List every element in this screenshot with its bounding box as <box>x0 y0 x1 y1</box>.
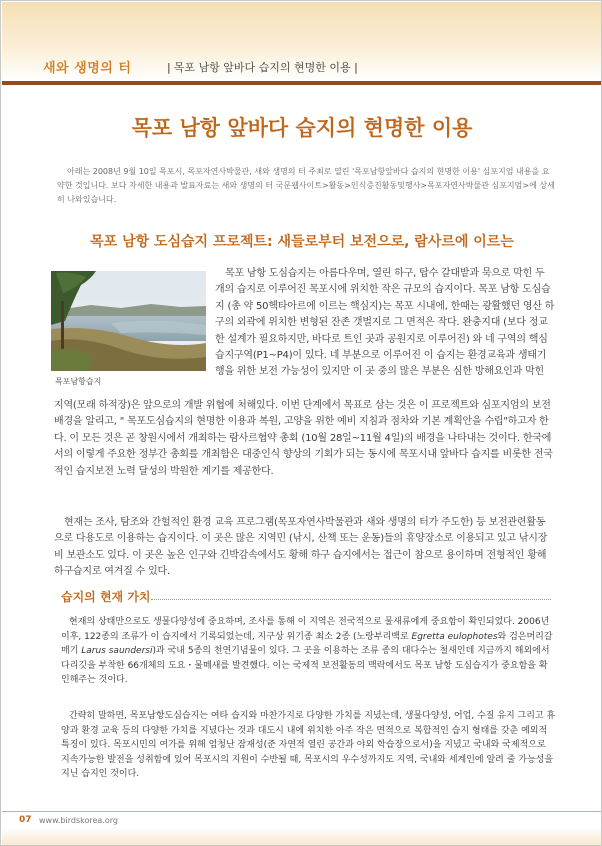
wetland-photo-image <box>51 271 206 371</box>
paragraph-1-continued: 지역(모래 하적장)은 앞으로의 개발 위협에 처해있다. 이번 단계에서 목표로 삼는 것은 이 프로젝트와 심포지엄의 보전 배경을 알리고, " 목포도심습지의 현명한 이용과 복원, 고양을 위한 예비 지침과 점차와 기본 계획안을 수립"하고자 한다. 이 모든 것은 곧 창원시에서 개최하는 람사르협약 총회 (10월 28일~11월 4일)의 배경을 나타내는 것이다. 한국에서의 이렇게 주요한 정부간 총회를 개최함은 대중인식 향상의 기회가 되는 동시에 목포시내 앞바다 습지를 비롯한 전국적인 습지보전 노력 달성의 박원한 계기를 제공한다. <box>54 400 553 477</box>
paragraph-1-top: 목포 남항 도심습지는 아름다우며, 열린 하구, 탑수 갈대밭과 묵으로 막힌 두 개의 습지로 이루어진 목포시에 위치한 작은 규모의 습지이다. 목포 남항 도심습지 (총 약 50헥타아르에 이르는 핵심지)는 목포 시내에, 한때는 광활했던 영산 하구의 외곽에 위치한 변형된 잔존 갯벌지로 그 면적은 작다. 완충지대 (보다 정교한 설계가 필요하지만, 바다로 트인 곳과 공원지로 이루어진) 와 네 구역의 핵심 습지구역(P1~P4)이 있다. 네 부분으로 이루어진 이 습지는 환경교육과 생태기행을 위한 보전 가능성이 있지만 이 곳 중의 많은 부분은 심한 방해요인과 막힌 <box>215 268 555 378</box>
para3-text-1: 현재의 상태만으로도 생물다양성에 중요하며, 조사를 통해 이 지역은 전국적으로 물새류에게 중요함이 확인되었다. 2006년 이후, 122종의 조류가 이 습지에서 기록되었는데, 지구상 위기종 최소 2종 (노랑부리백로 <box>61 617 550 642</box>
footer-url: www.birdskorea.org <box>39 816 118 825</box>
section-heading-current-value: 습지의 현재 가치 <box>61 590 151 604</box>
intro-paragraph: 아래는 2008년 9월 10일 목포시, 목포자연사박물관, 새와 생명의 터 주최로 열린 '목포남항앞바다 습지의 현명한 이용' 심포지엄 내용을 요약한 것입니다. 보다 자세한 내용과 발표자료는 새와 생명의 터 국문웹사이트>활동>인식증진활동및행사>목포자연사박물관 심포지엄>에 상세히 나와있습니다. <box>57 167 555 204</box>
wetland-photo <box>51 271 206 371</box>
species-name-egretta: Egretta eulophotes <box>411 631 498 642</box>
page-number: 07 <box>19 815 32 825</box>
article-title: 목포 남항 앞바다 습지의 현명한 이용 <box>131 115 473 140</box>
para3-text-3: )과 국내 5종의 천연기념물이 있다. 그 곳을 이용하는 조류 종의 대다수는 철새인데 지금까지 해외에서 다리깃을 부착한 66개체의 도요・물떼새를 발견했다. 이는 국제적 보전활동의 맥락에서도 목포 남항 도심습지가 중요함을 확인해주는 것이다. <box>61 646 550 686</box>
header-rule <box>2 81 602 85</box>
footer-rule <box>2 811 602 812</box>
para3-text-2: 와 검은머리갈매기 <box>61 631 553 657</box>
species-name-larus: Larus saundersi <box>81 646 153 657</box>
paragraph-3 <box>61 615 556 688</box>
heading-dotted-rule <box>151 599 551 600</box>
paragraph-2: 현재는 조사, 탐조와 간헐적인 환경 교육 프로그램(목포자연사박물관과 새와 생명의 터가 주도한) 등 보전관련활동으로 다용도로 이용하는 습지이다. 이 곳은 많은 지역민 (낚시, 산책 또는 운동)들의 휴양장소로 이용되고 있고 낚시장비 보관소도 있다. 이 곳은 높은 인구와 긴박감속에서도 황해 하구 습지에서는 접근이 참으로 용이하며 전형적인 황해 하구습지로 여겨질 수 있다. <box>54 517 548 578</box>
section-separator: | <box>167 61 171 74</box>
photo-caption: 목포남항습지 <box>55 377 102 386</box>
section-subtitle <box>167 59 358 75</box>
section-subtitle-text: 목포 남항 앞바다 습지의 현명한 이용 | <box>173 61 358 74</box>
footer-band <box>2 827 602 846</box>
section-tag: 새와 생명의 터 <box>43 61 132 76</box>
paragraph-4: 간략히 말하면, 목포남항도심습지는 여타 습지와 마찬가지로 다양한 가치를 지녔는데, 생물다양성, 어업, 수질 유지 그리고 휴양과 환경 교육 등의 다양한 가치를 지녔다는 것과 대도시 내에 위치한 아주 작은 면적으로 복합적인 습지 형태를 갖춘 예외적 특징이 있다. 목포시민의 여가를 위해 엄청난 잠재성(준 자연적 열린 공간과 야외 학습장으로서)을 지녔고 국내와 국제적으로 지속가능한 발전을 성취함에 있어 목포시의 지원이 수반될 때, 목포시의 우수성까지도 지역, 국내와 세계인에 알려 줄 가능성을 지닌 습지인 것이다. <box>61 711 556 780</box>
article-subheading: 목포 남항 도심습지 프로젝트: 새들로부터 보전으로, 람사르에 이르는 <box>90 234 514 250</box>
